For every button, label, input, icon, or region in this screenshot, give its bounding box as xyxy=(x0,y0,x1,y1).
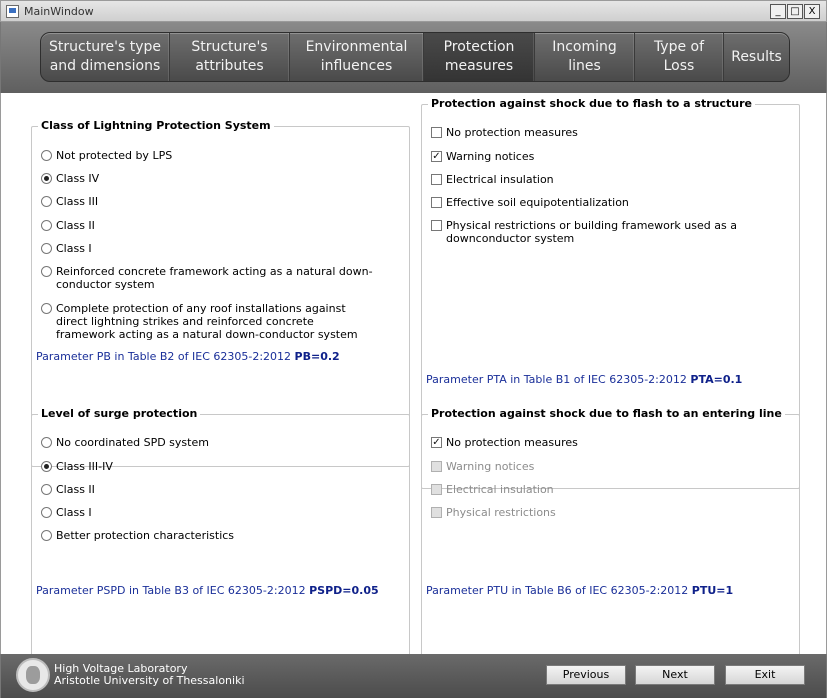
option-label: Electrical insulation xyxy=(446,483,554,496)
lps-option-reinforced-concrete[interactable] xyxy=(41,265,373,291)
option-label: Class II xyxy=(56,483,95,496)
pspd-parameter-text: Parameter PSPD in Table B3 of IEC 62305-2:2012 xyxy=(36,584,306,597)
next-button[interactable]: Next xyxy=(635,665,715,685)
radio-button[interactable] xyxy=(41,196,52,207)
lps-parameter xyxy=(36,350,340,363)
shock-line-option-physical xyxy=(431,506,556,519)
surge-option-better[interactable] xyxy=(41,529,234,542)
option-label: Reinforced concrete framework acting as a natural down- conductor system xyxy=(56,265,373,291)
radio-button[interactable] xyxy=(41,530,52,541)
lab-name: High Voltage Laboratory xyxy=(54,662,188,675)
radio-button[interactable] xyxy=(41,507,52,518)
checkbox-disabled xyxy=(431,484,442,495)
shock-line-option-insulation xyxy=(431,483,554,496)
option-label: Physical restrictions or building framework used as a downconductor system xyxy=(446,219,737,245)
pspd-parameter-value: PSPD=0.05 xyxy=(309,584,379,597)
minimize-button[interactable]: _ xyxy=(770,4,786,19)
tab-type-of-loss[interactable]: Type of Loss xyxy=(635,33,724,81)
checkbox-checked[interactable]: ✓ xyxy=(432,437,441,448)
lab-credit xyxy=(54,663,245,687)
app-window-icon xyxy=(6,5,19,18)
title-bar xyxy=(0,0,827,22)
option-label: Electrical insulation xyxy=(446,173,554,186)
option-label: Warning notices xyxy=(446,460,535,473)
tab-structure-attributes[interactable]: Structure's attributes xyxy=(170,33,290,81)
checkbox[interactable] xyxy=(431,127,442,138)
lps-option-class-iv[interactable] xyxy=(41,172,99,185)
option-label: Not protected by LPS xyxy=(56,149,173,162)
option-label: No protection measures xyxy=(446,436,578,449)
lps-class-title: Class of Lightning Protection System xyxy=(38,119,274,132)
previous-button[interactable]: Previous xyxy=(546,665,626,685)
tab-header xyxy=(0,22,827,93)
checkbox[interactable] xyxy=(431,220,442,231)
shock-line-title: Protection against shock due to flash to an entering line xyxy=(428,407,785,420)
window-title: MainWindow xyxy=(24,5,94,18)
radio-button-selected[interactable] xyxy=(41,461,52,472)
window-controls xyxy=(770,4,820,19)
lps-option-class-ii[interactable] xyxy=(41,219,95,232)
surge-protection-title: Level of surge protection xyxy=(38,407,200,420)
shock-structure-option-physical[interactable] xyxy=(431,219,737,245)
pta-parameter-text: Parameter PTA in Table B1 of IEC 62305-2:2012 xyxy=(426,373,687,386)
lps-option-class-i[interactable] xyxy=(41,242,92,255)
checkbox-disabled xyxy=(431,461,442,472)
lps-parameter-value: PB=0.2 xyxy=(294,350,340,363)
pspd-parameter xyxy=(36,584,379,597)
shock-structure-option-none[interactable] xyxy=(431,126,578,139)
radio-button[interactable] xyxy=(41,266,52,277)
content-area xyxy=(0,93,827,654)
radio-button[interactable] xyxy=(41,484,52,495)
surge-option-class-iii-iv[interactable] xyxy=(41,460,113,473)
checkbox-checked[interactable]: ✓ xyxy=(432,151,441,162)
shock-line-option-warning xyxy=(431,460,534,473)
tab-environmental-influences[interactable]: Environmental influences xyxy=(290,33,424,81)
option-label: No coordinated SPD system xyxy=(56,436,209,449)
option-label: Class I xyxy=(56,506,92,519)
shock-line-option-none[interactable] xyxy=(431,436,578,449)
tab-protection-measures[interactable]: Protection measures xyxy=(424,33,535,81)
ptu-parameter xyxy=(426,584,733,597)
radio-button[interactable] xyxy=(41,437,52,448)
option-label: Complete protection of any roof installations against direct lightning strikes and reinforced concrete framework acting as a natural down-conductor system xyxy=(56,302,358,341)
option-label: Class III xyxy=(56,195,99,208)
option-label: Effective soil equipotentialization xyxy=(446,196,629,209)
pta-parameter-value: PTA=0.1 xyxy=(690,373,743,386)
option-label: Class II xyxy=(56,219,95,232)
tab-results[interactable]: Results xyxy=(731,48,782,65)
surge-option-no-spd[interactable] xyxy=(41,436,209,449)
radio-button[interactable] xyxy=(41,303,52,314)
option-label: Class IV xyxy=(56,172,100,185)
shock-structure-title: Protection against shock due to flash to a structure xyxy=(428,97,755,110)
shock-structure-option-soil[interactable] xyxy=(431,196,629,209)
lps-option-complete-protection[interactable] xyxy=(41,302,358,341)
shock-structure-option-insulation[interactable] xyxy=(431,173,554,186)
option-label: No protection measures xyxy=(446,126,578,139)
lps-parameter-text: Parameter PB in Table B2 of IEC 62305-2:2012 xyxy=(36,350,292,363)
radio-button[interactable] xyxy=(41,220,52,231)
option-label: Better protection characteristics xyxy=(56,529,235,542)
lps-option-class-iii[interactable] xyxy=(41,195,98,208)
university-name: Aristotle University of Thessaloniki xyxy=(54,674,245,687)
ptu-parameter-text: Parameter PTU in Table B6 of IEC 62305-2:2012 xyxy=(426,584,689,597)
surge-option-class-i[interactable] xyxy=(41,506,92,519)
tab-incoming-lines[interactable]: Incoming lines xyxy=(535,33,635,81)
radio-button[interactable] xyxy=(41,150,52,161)
tab-bar xyxy=(40,32,790,82)
checkbox[interactable] xyxy=(431,174,442,185)
checkbox[interactable] xyxy=(431,197,442,208)
pta-parameter xyxy=(426,373,742,386)
lps-option-not-protected[interactable] xyxy=(41,149,172,162)
maximize-button[interactable]: □ xyxy=(787,4,803,19)
close-button[interactable]: X xyxy=(804,4,820,19)
radio-button-selected[interactable] xyxy=(41,173,52,184)
option-label: Warning notices xyxy=(446,150,535,163)
checkbox-disabled xyxy=(431,507,442,518)
option-label: Class I xyxy=(56,242,92,255)
shock-structure-option-warning[interactable] xyxy=(431,150,534,163)
university-seal-icon xyxy=(16,658,50,692)
tab-structure-type[interactable]: Structure's type and dimensions xyxy=(41,33,170,81)
option-label: Physical restrictions xyxy=(446,506,556,519)
footer-bar xyxy=(0,654,827,698)
surge-option-class-ii[interactable] xyxy=(41,483,95,496)
radio-button[interactable] xyxy=(41,243,52,254)
exit-button[interactable]: Exit xyxy=(725,665,805,685)
option-label: Class III-IV xyxy=(56,460,113,473)
ptu-parameter-value: PTU=1 xyxy=(691,584,734,597)
